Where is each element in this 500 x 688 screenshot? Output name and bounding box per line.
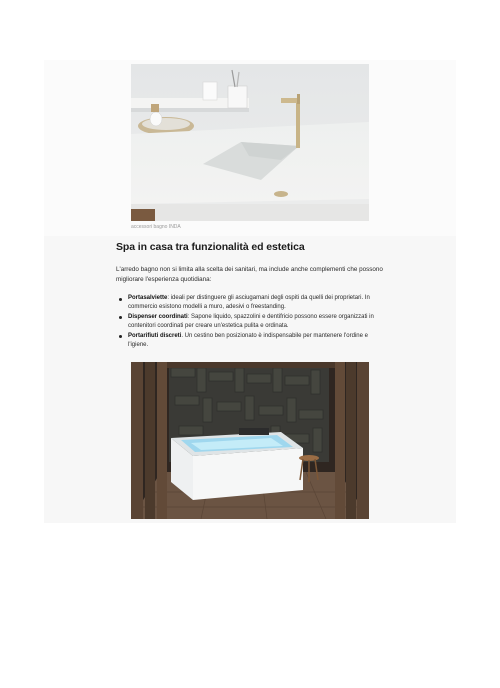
bullet-text: . Un cestino ben posizionato è indispensabile per mantenere l'ordine e l'igiene. — [128, 332, 368, 349]
bullet-term: Portarifiuti discreti — [128, 332, 182, 339]
bullet-term: Portasalviette — [128, 295, 168, 301]
list-item — [116, 294, 388, 313]
intro-paragraph: L'arredo bagno non si limita alla scelta dei sanitari, ma include anche complementi che possono migliorare l'esperienza quotidiana: — [116, 266, 383, 283]
bathtub-photo — [131, 362, 369, 519]
image-caption: accessori bagno INDA — [131, 224, 181, 230]
bullet-term: Dispenser coordinati — [128, 313, 188, 320]
sink-illustration — [131, 64, 369, 221]
section-heading: Spa in casa tra funzionalità ed estetica — [116, 241, 305, 253]
bullet-text: : ideali per distinguere gli asciugamani degli ospiti da quelli dei proprietari. In commercio esistono modelli a muro, adesivi o freestanding. — [128, 295, 370, 311]
bullet-list — [116, 294, 388, 350]
bullet-text: : Sapone liquido, spazzolini e dentifricio possono essere organizzati in contenitori coordinati per creare un'estetica pulita e ordinata. — [128, 313, 374, 330]
list-item — [116, 313, 388, 332]
document-page — [44, 60, 456, 523]
sink-photo — [131, 64, 369, 221]
list-item — [116, 332, 388, 351]
bathtub-illustration — [131, 362, 369, 519]
